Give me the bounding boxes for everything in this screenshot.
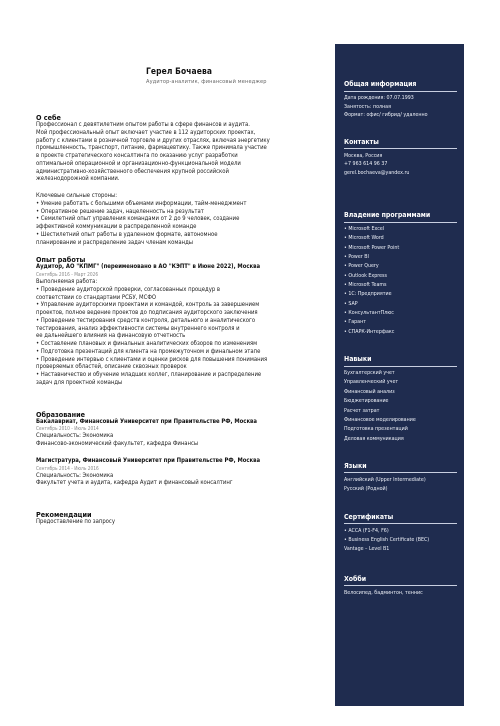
list-item: Английский (Upper Intermediate)	[344, 476, 426, 483]
list-item: • Проведение аудиторской проверки, согласованных процедур в	[36, 286, 221, 293]
list-item: Расчет затрат	[344, 407, 380, 414]
divider	[344, 91, 457, 92]
list-item: • Проведение тестирования средств контроля, детального и аналитического	[36, 317, 256, 324]
main-column	[36, 113, 312, 527]
about-heading: О себе	[36, 113, 61, 122]
job-title: Аудитор, АО "КПМГ" (переименовано в АО "КЭПТ" в Июне 2022), Москва	[36, 264, 261, 271]
about-text	[36, 122, 312, 184]
sidebar-content	[344, 80, 459, 598]
hobby-heading: Хобби	[344, 574, 367, 583]
list-item: Управленческий учет	[344, 379, 399, 386]
about-line: работу с клиентами в розничной торговле и других отраслях, включая энергетику	[36, 137, 270, 144]
list-item: Финансовое моделирование	[344, 416, 416, 423]
about-line: железнодорожной компании.	[36, 176, 120, 183]
list-item: • SAP	[344, 300, 358, 307]
list-item: проектов, полное ведение проектов до подписания аудиторского заключения	[36, 310, 258, 316]
education-heading: Образование	[36, 409, 86, 419]
general-info-line: Дата рождения: 07.07.1993	[344, 95, 414, 101]
general-info-line: Формат: офис/ гибрид/ удаленно	[344, 112, 428, 118]
list-item: • Семилетний опыт управления командами от 2 до 9 человек, создание	[36, 216, 240, 223]
about-line: в проекте стратегического консалтинга по оказанию услуг разработки	[36, 153, 238, 159]
education-faculty: Финансово-экономический факультет, кафедра Финансы	[36, 441, 199, 447]
list-item: планирование и распределение задач членам команды	[36, 239, 193, 246]
divider	[344, 523, 457, 524]
certificates-heading: Сертификаты	[344, 512, 394, 521]
resume-subtitle: Аудитор-аналитик, финансовый менеджер	[146, 79, 267, 85]
list-item: • Power BI	[344, 254, 369, 261]
education-specialty: Специальность: Экономика	[36, 472, 114, 479]
list-item: • Наставничество и обучение младших коллег, планирование и распределение	[36, 372, 262, 378]
list-item: • Outlook Express	[344, 272, 387, 279]
software-heading: Владение программами	[344, 211, 431, 219]
divider	[344, 366, 457, 367]
list-item: • Microsoft Word	[344, 235, 384, 242]
about-line: Мой профессиональный опыт включает участие в 112 аудиторских проектах,	[36, 129, 256, 136]
list-item: соответствии со стандартами РСБУ, МСФО	[36, 294, 157, 301]
divider	[344, 585, 457, 586]
duties-list	[36, 287, 312, 388]
list-item: • Управление аудиторскими проектами и командой, контроль за завершением	[36, 302, 260, 309]
list-item: • Power Query	[344, 263, 379, 270]
strengths-list	[36, 201, 312, 248]
general-info-heading: Общая информация	[344, 80, 417, 88]
list-item: • Business English Certificate (BEC)	[344, 536, 430, 543]
list-item: • СПАРК-Интерфакс	[344, 328, 395, 335]
list-item: • Microsoft Power Point	[344, 244, 400, 251]
general-info-line: Занятость: полная	[344, 103, 391, 110]
list-item: проверяемых областей, описание сквозных проверок	[36, 364, 187, 371]
references-heading: Рекомендации	[36, 510, 92, 519]
education-faculty: Факультет учета и аудита, кафедра Аудит и финансовый консалтинг	[36, 480, 233, 487]
references-text: Предоставление по запросу	[36, 519, 115, 525]
list-item: тестирования, анализ эффективности системы внутреннего контроля и	[36, 325, 240, 332]
hobby-text: Велосипед, бадминтон, теннис	[344, 589, 423, 596]
list-item: • Гарант	[344, 319, 366, 326]
list-item: эффективной коммуникации в распределенной команде	[36, 224, 197, 230]
divider	[344, 222, 457, 223]
education-specialty: Специальность: Экономика	[36, 433, 114, 440]
list-item: • Шестилетний опыт работы в удаленном формате, автономное	[36, 231, 218, 238]
divider	[344, 148, 457, 149]
strengths-heading: Ключевые сильные стороны:	[36, 193, 118, 199]
list-item: задач для проектной команды	[36, 379, 123, 386]
education-dates: Сентябрь 2014 - Июль 2016	[36, 466, 99, 472]
contacts-heading: Контакты	[344, 137, 379, 146]
contact-email: gerel.bochaeva@yandex.ru	[344, 169, 410, 176]
list-item: • Microsoft Excel	[344, 226, 385, 232]
list-item: Финансовый анализ	[344, 388, 395, 395]
about-line: промышленность, транспорт, питание, фармацевтику. Также принимала участие	[36, 145, 267, 152]
list-item: • 1С: Предприятие	[344, 291, 392, 298]
list-item: Подготовка презентаций	[344, 426, 408, 433]
education-degree: Магистратура, Финансовый Университет при Правительстве РФ, Москва	[36, 457, 261, 464]
list-item: • Проведение интервью с клиентами и оценки рисков для повышения понимания	[36, 356, 268, 363]
about-line: оптимальной операционной и организационно-функциональной модели	[36, 160, 241, 167]
list-item: Vantage – Level B1	[344, 546, 390, 553]
experience-heading: Опыт работы	[36, 255, 86, 265]
list-item: • Microsoft Teams	[344, 282, 387, 289]
resume-name: Герел Бочаева	[146, 66, 212, 76]
list-item: • ACCA (F1-F4, F6)	[344, 527, 389, 534]
duties-heading: Выполняемая работа:	[36, 279, 98, 285]
contact-phone: +7 963 614 96 37	[344, 161, 388, 167]
list-item: Деловая коммуникация	[344, 435, 404, 442]
about-line: Профессионал с девятилетним опытом работы в сфере финансов и аудита.	[36, 122, 250, 128]
list-item: • КонсультантПлюс	[344, 310, 394, 317]
about-line: административно-хозяйственного обеспечения крупной российской	[36, 168, 229, 175]
list-item: • Оперативное решение задач, нацеленность на результат	[36, 208, 204, 215]
divider	[344, 472, 457, 473]
list-item: • Подготовка презентаций для клиента на промежуточном и финальном этапе	[36, 348, 261, 355]
languages-heading: Языки	[344, 461, 367, 470]
contact-city: Москва, Россия	[344, 152, 383, 159]
list-item: • Составление плановых и финальных аналитических обзоров по изменениям	[36, 341, 258, 347]
list-item: Русский (Родной)	[344, 486, 388, 493]
list-item: Бухгалтерский учет	[344, 370, 395, 377]
skills-heading: Навыки	[344, 355, 372, 364]
list-item: ее дальнейшего влияния на финансовую отчетность	[36, 333, 186, 340]
list-item: • Умение работать с большими объемами информации, тайм-менеджмент	[36, 200, 247, 207]
education-degree: Бакалавриат, Финансовый Университет при Правительстве РФ, Москва	[36, 418, 257, 425]
sidebar	[335, 44, 464, 706]
education-dates: Сентябрь 2010 - Июль 2014	[36, 427, 99, 433]
list-item: Бюджетирование	[344, 398, 389, 405]
job-dates: Сентябрь 2016 - Март 2026	[36, 273, 99, 278]
